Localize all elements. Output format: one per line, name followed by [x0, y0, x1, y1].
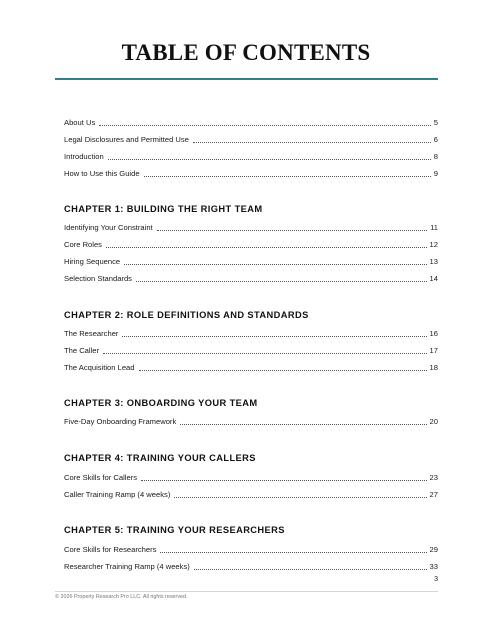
toc-entry-caller-training-ramp[interactable]: [64, 488, 438, 500]
dot-leader: [193, 141, 431, 143]
toc-entry-label: Identifying Your Constraint: [64, 223, 153, 232]
toc-entry-how-to-use[interactable]: [64, 167, 438, 179]
dot-leader: [194, 568, 427, 570]
toc-entry-label: Legal Disclosures and Permitted Use: [64, 135, 189, 144]
toc-entry-label: Hiring Sequence: [64, 257, 121, 266]
dot-leader: [99, 124, 431, 126]
toc-entry-label: How to Use this Guide: [64, 169, 140, 178]
toc-entry-core-skills-callers[interactable]: [64, 471, 438, 483]
dot-leader: [124, 263, 426, 265]
toc-entry-label: The Acquisition Lead: [64, 363, 135, 372]
toc-entry-legal-disclosures[interactable]: [64, 133, 438, 145]
toc-entry-label: Five-Day Onboarding Framework: [64, 417, 177, 426]
dot-leader: [122, 335, 426, 337]
page-number: 3: [434, 576, 438, 583]
toc-entry-the-researcher[interactable]: [64, 327, 438, 339]
dot-leader: [174, 496, 426, 498]
toc-entry-page: 6: [433, 135, 438, 144]
dot-leader: [139, 369, 427, 371]
chapter-2-heading[interactable]: CHAPTER 2: ROLE DEFINITIONS AND STANDARDS: [64, 310, 309, 320]
toc-entry-core-roles[interactable]: [64, 238, 438, 250]
dot-leader: [108, 158, 431, 160]
toc-entry-selection-standards[interactable]: [64, 272, 438, 284]
toc-entry-page: 12: [429, 240, 438, 249]
page-title: TABLE OF CONTENTS: [121, 40, 371, 65]
toc-entry-label: Core Skills for Callers: [64, 473, 138, 482]
toc-entry-page: 16: [429, 329, 438, 338]
toc-entry-about-us[interactable]: [64, 116, 438, 128]
toc-entry-the-caller[interactable]: [64, 344, 438, 356]
dot-leader: [157, 229, 427, 231]
toc-entry-page: 23: [429, 473, 438, 482]
toc-entry-page: 33: [429, 562, 438, 571]
toc-entry-core-skills-researchers[interactable]: [64, 543, 438, 555]
toc-entry-page: 14: [429, 274, 438, 283]
toc-entry-label: Core Roles: [64, 240, 102, 249]
dot-leader: [180, 423, 426, 425]
toc-entry-page: 8: [433, 152, 438, 161]
toc-entry-label: Caller Training Ramp (4 weeks): [64, 490, 171, 499]
chapter-5-heading[interactable]: CHAPTER 5: TRAINING YOUR RESEARCHERS: [64, 525, 285, 535]
toc-entry-five-day-onboarding[interactable]: [64, 415, 438, 427]
toc-entry-page: 18: [429, 363, 438, 372]
toc-entry-page: 17: [429, 346, 438, 355]
toc-entry-page: 11: [430, 223, 438, 232]
toc-entry-page: 27: [429, 490, 438, 499]
toc-entry-page: 13: [429, 257, 438, 266]
toc-entry-label: The Researcher: [64, 329, 119, 338]
toc-entry-label: Introduction: [64, 152, 104, 161]
dot-leader: [106, 246, 427, 248]
copyright-footer: © 2026 Property Research Pro LLC. All rights reserved.: [55, 594, 188, 600]
toc-entry-acquisition-lead[interactable]: [64, 361, 438, 373]
chapter-3-heading[interactable]: CHAPTER 3: ONBOARDING YOUR TEAM: [64, 398, 258, 408]
toc-entry-label: Core Skills for Researchers: [64, 545, 157, 554]
dot-leader: [136, 280, 427, 282]
toc-entry-page: 5: [433, 118, 438, 127]
chapter-1-heading[interactable]: CHAPTER 1: BUILDING THE RIGHT TEAM: [64, 204, 263, 214]
toc-entry-identifying-constraint[interactable]: [64, 221, 438, 233]
dot-leader: [103, 352, 427, 354]
toc-entry-label: Selection Standards: [64, 274, 132, 283]
toc-entry-researcher-training-ramp[interactable]: [64, 560, 438, 572]
toc-entry-label: Researcher Training Ramp (4 weeks): [64, 562, 190, 571]
toc-entry-label: About Us: [64, 118, 96, 127]
dot-leader: [144, 175, 431, 177]
toc-entry-page: 29: [429, 545, 438, 554]
chapter-4-heading[interactable]: CHAPTER 4: TRAINING YOUR CALLERS: [64, 453, 256, 463]
toc-entry-introduction[interactable]: [64, 150, 438, 162]
toc-entry-label: The Caller: [64, 346, 100, 355]
footer-divider: [55, 591, 438, 592]
dot-leader: [160, 551, 426, 553]
toc-entry-page: 20: [429, 417, 438, 426]
toc-entry-hiring-sequence[interactable]: [64, 255, 438, 267]
dot-leader: [141, 479, 427, 481]
toc-entry-page: 9: [433, 169, 438, 178]
title-divider: [55, 78, 438, 80]
